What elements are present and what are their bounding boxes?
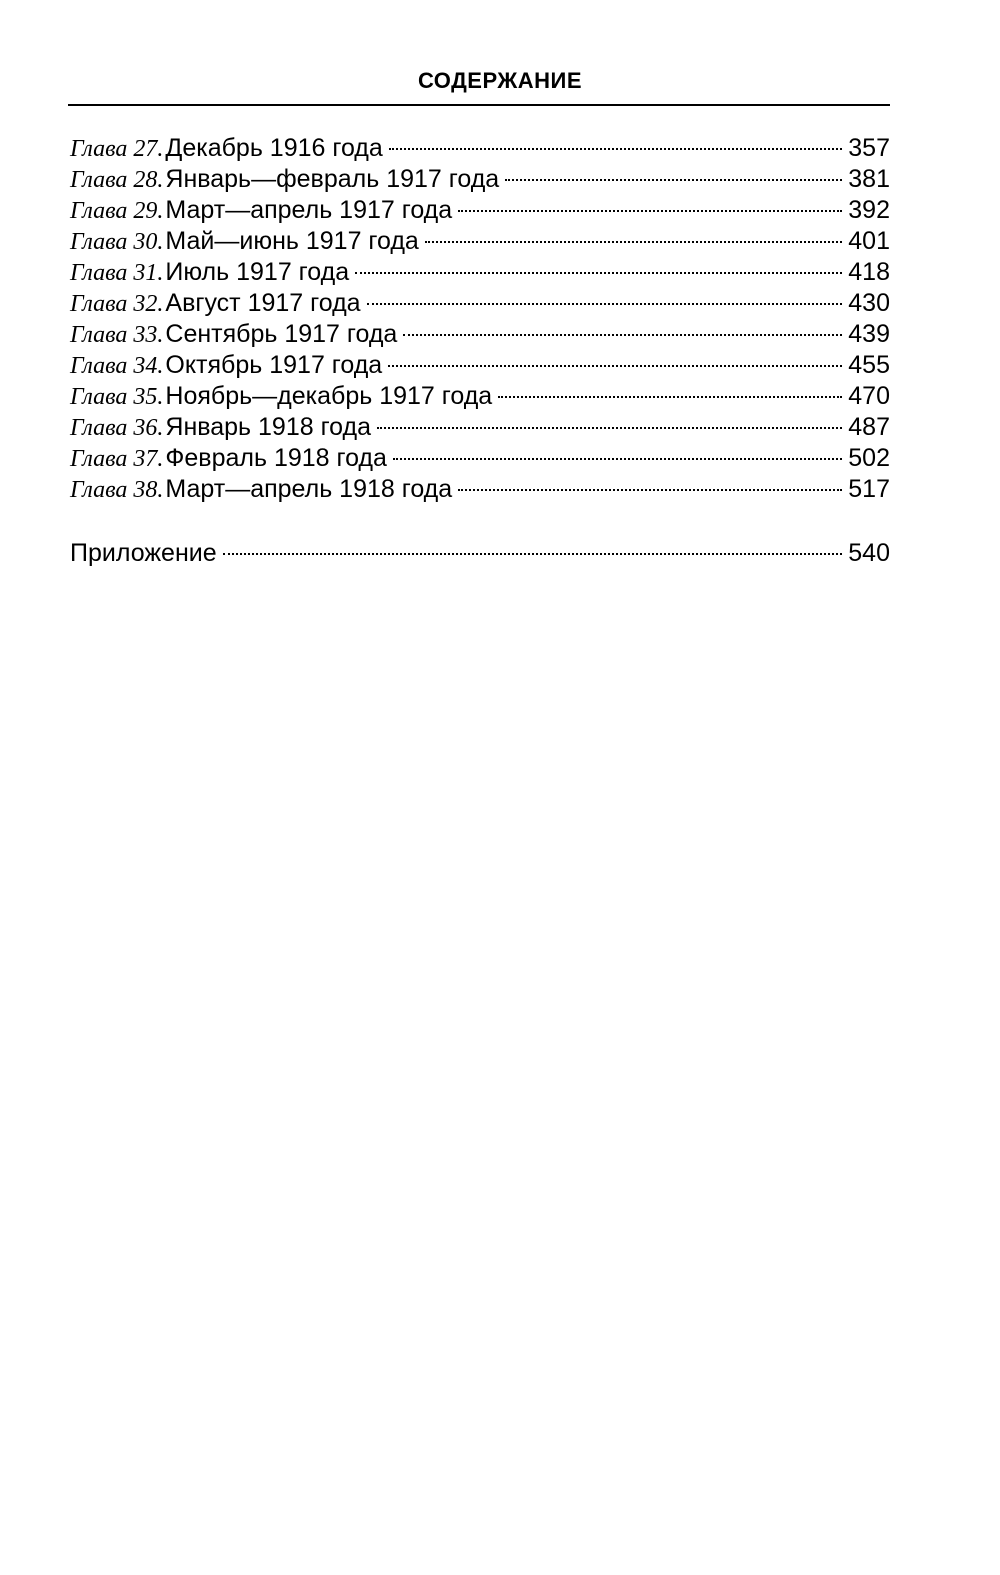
toc-entry-appendix [70,538,890,569]
chapter-label: Глава 27. [70,136,164,162]
toc-entry [70,288,890,319]
page-number: 357 [848,134,890,162]
chapter-title: Июль 1917 года [165,258,350,286]
dot-leader [458,210,842,212]
dot-leader [393,458,842,460]
toc-appendix [70,538,890,569]
chapter-label: Глава 37. [70,446,164,472]
chapter-label: Глава 31. [70,260,164,286]
page-number: 470 [848,382,890,410]
chapter-label: Глава 33. [70,322,164,348]
dot-leader [377,427,842,429]
page-number: 401 [848,227,890,255]
toc-chapter-list [70,133,890,505]
page-number: 540 [848,539,890,567]
chapter-label: Глава 32. [70,291,164,317]
chapter-title: Май—июнь 1917 года [165,227,419,255]
toc-entry [70,319,890,350]
chapter-title: Февраль 1918 года [165,444,387,472]
page-number: 455 [848,351,890,379]
toc-entry [70,443,890,474]
chapter-label: Глава 36. [70,415,164,441]
running-head-title: СОДЕРЖАНИЕ [417,68,583,93]
page-number: 487 [848,413,890,441]
chapter-title: Март—апрель 1918 года [165,475,453,503]
chapter-title: Март—апрель 1917 года [165,196,453,224]
appendix-title: Приложение [70,539,217,567]
dot-leader [355,272,842,274]
dot-leader [389,148,842,150]
page-number: 418 [848,258,890,286]
toc-entry [70,257,890,288]
dot-leader [367,303,843,305]
chapter-label: Глава 34. [70,353,164,379]
chapter-label: Глава 28. [70,167,164,193]
dot-leader [425,241,842,243]
toc-entry [70,133,890,164]
chapter-title: Январь—февраль 1917 года [165,165,500,193]
chapter-label: Глава 29. [70,198,164,224]
toc-entry [70,350,890,381]
toc-entry [70,474,890,505]
dot-leader [403,334,842,336]
toc-entry [70,195,890,226]
toc-entry [70,164,890,195]
chapter-title: Декабрь 1916 года [165,134,383,162]
page-number: 381 [848,165,890,193]
chapter-title: Август 1917 года [165,289,361,317]
page-number: 430 [848,289,890,317]
page-number: 502 [848,444,890,472]
toc-entry [70,226,890,257]
dot-leader [388,365,842,367]
dot-leader [458,489,842,491]
toc-entry [70,381,890,412]
page-number: 392 [848,196,890,224]
dot-leader [498,396,842,398]
chapter-title: Сентябрь 1917 года [165,320,398,348]
page-number: 439 [848,320,890,348]
chapter-title: Ноябрь—декабрь 1917 года [165,382,493,410]
chapter-label: Глава 35. [70,384,164,410]
dot-leader [505,179,842,181]
page-number: 517 [848,475,890,503]
chapter-title: Январь 1918 года [165,413,372,441]
chapter-title: Октябрь 1917 года [165,351,383,379]
header-rule [68,104,890,106]
toc-entry [70,412,890,443]
chapter-label: Глава 38. [70,477,164,503]
chapter-label: Глава 30. [70,229,164,255]
dot-leader [223,553,843,555]
